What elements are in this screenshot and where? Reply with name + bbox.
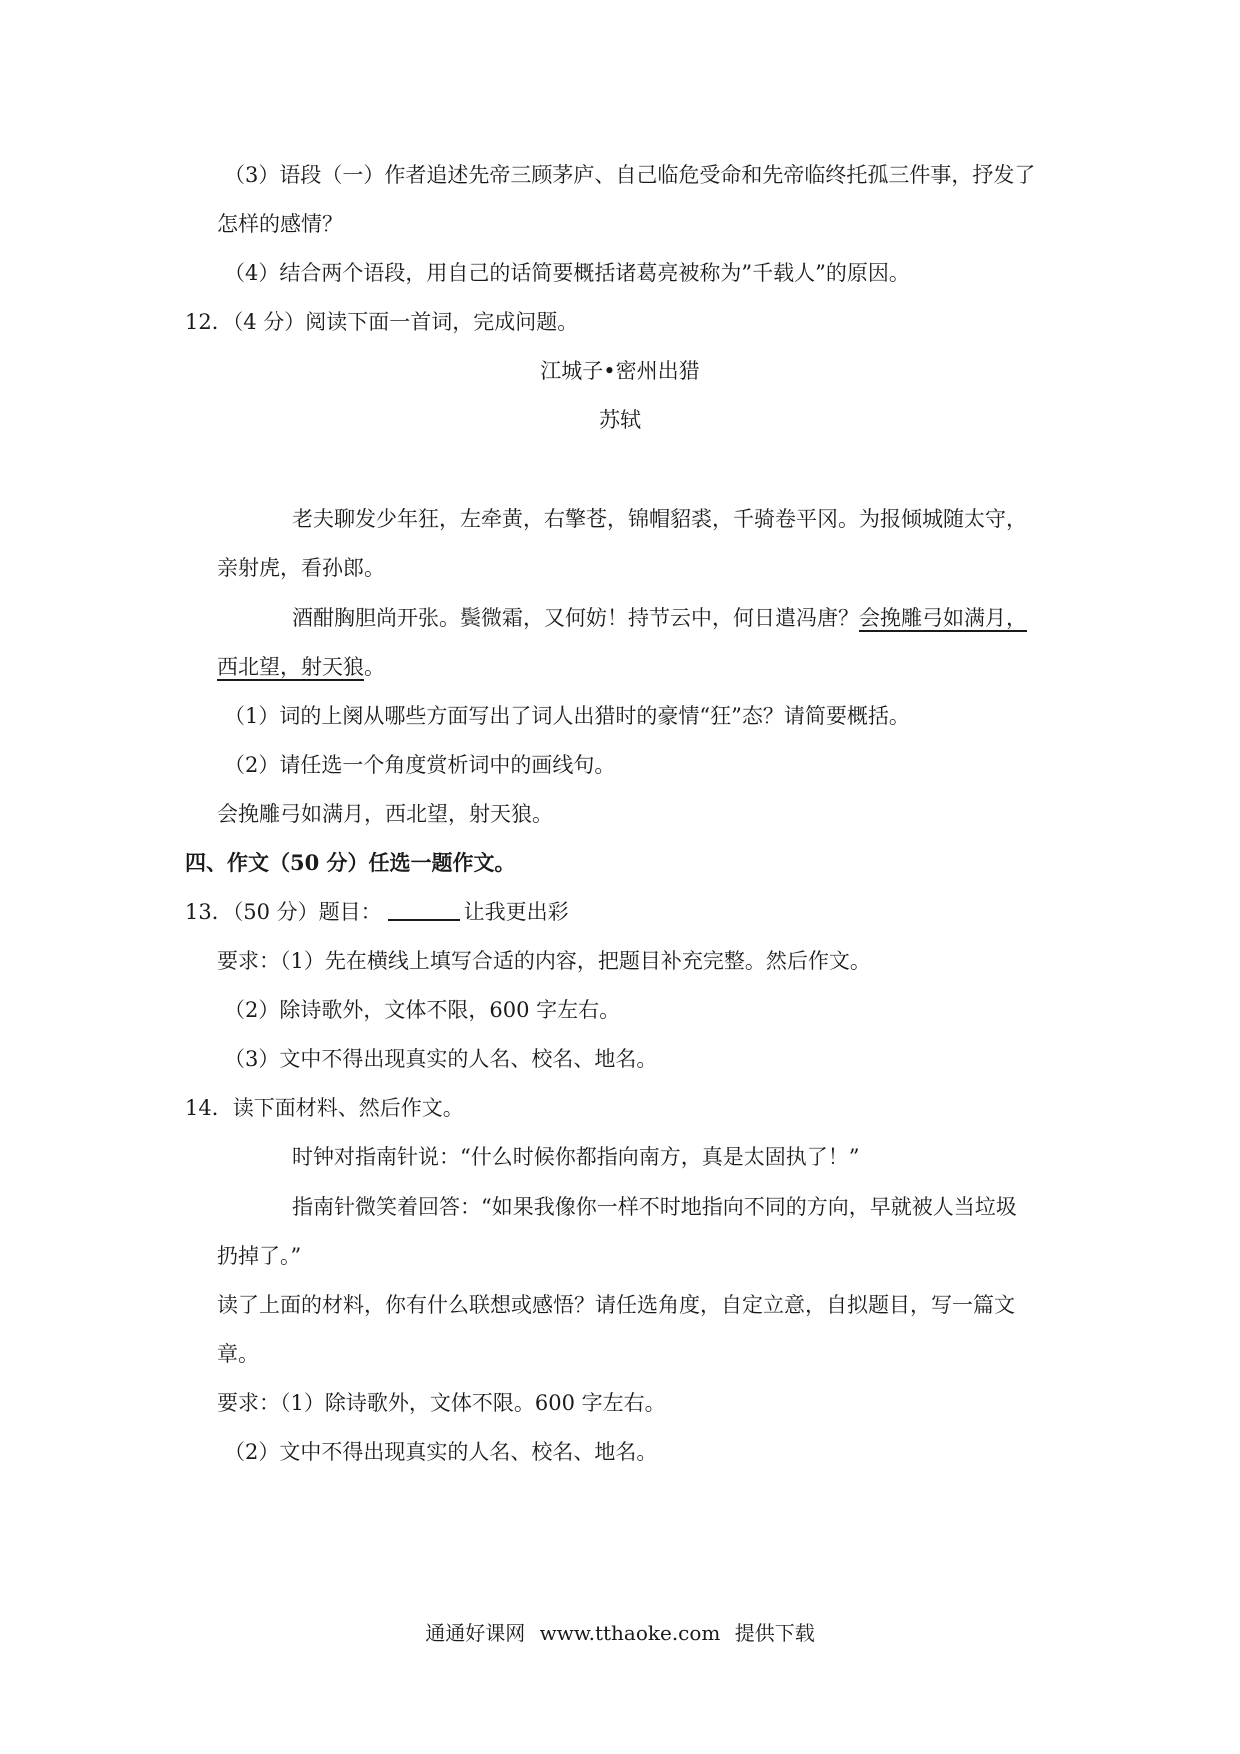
poem-underlined-part-2: 西北望，射天狼 <box>217 655 364 679</box>
poem-line-1: 老夫聊发少年狂，左牵黄，右擎苍，锦帽貂裘，千骑卷平冈。为报倾城随太守， <box>292 507 1027 531</box>
title-blank-line <box>388 897 460 921</box>
question-12-1: （1）词的上阕从哪些方面写出了词人出猎时的豪情“狂”态？请简要概括。 <box>224 704 910 728</box>
material-line-3: 扔掉了。” <box>217 1244 302 1268</box>
question-14-task-line-1: 读了上面的材料，你有什么联想或感悟？请任选角度，自定立意，自拟题目，写一篇文 <box>217 1293 1015 1317</box>
question-11-3-line1: （3）语段（一）作者追述先帝三顾茅庐、自己临危受命和先帝临终托孤三件事，抒发了 <box>224 163 1036 187</box>
footer-download-text: 提供下载 <box>734 1621 815 1645</box>
question-13-requirement-3: （3）文中不得出现真实的人名、校名、地名。 <box>224 1047 658 1071</box>
material-line-2: 指南针微笑着回答：“如果我像你一样不时地指向不同的方向，早就被人当垃圾 <box>292 1195 1017 1219</box>
poem-author: 苏轼 <box>599 408 641 432</box>
question-13-heading <box>0 897 1240 927</box>
poem-underlined-part-1: 会挽雕弓如满月， <box>859 606 1027 630</box>
footer-url: www.tthaoke.com <box>539 1621 721 1645</box>
question-11-4: （4）结合两个语段，用自己的话简要概括诸葛亮被称为”千载人”的原因。 <box>224 261 910 285</box>
question-13-requirement-2: （2）除诗歌外，文体不限，600 字左右。 <box>224 998 621 1022</box>
question-14-requirement-2: （2）文中不得出现真实的人名、校名、地名。 <box>224 1440 658 1464</box>
footer-site-name: 通通好课网 <box>425 1621 526 1645</box>
question-12-heading: 12．（4 分）阅读下面一首词，完成问题。 <box>185 310 579 334</box>
question-13-prefix: 13．（50 分）题目： <box>185 900 382 924</box>
material-line-1: 时钟对指南针说：“什么时候你都指向南方，真是太固执了！” <box>292 1145 860 1169</box>
question-13-title-suffix: 让我更出彩 <box>463 900 569 924</box>
question-14-heading: 14．读下面材料、然后作文。 <box>185 1096 464 1120</box>
question-14-requirement-1: 要求：（1）除诗歌外，文体不限。600 字左右。 <box>217 1391 666 1415</box>
poem-line-2: 亲射虎，看孙郎。 <box>217 556 385 580</box>
question-13-requirement-1: 要求：（1）先在横线上填写合适的内容，把题目补充完整。然后作文。 <box>217 949 871 973</box>
question-12-2-quoted-line: 会挽雕弓如满月，西北望，射天狼。 <box>217 802 553 826</box>
page-footer <box>0 1618 1240 1648</box>
question-11-3-line2: 怎样的感情？ <box>217 212 343 236</box>
poem-line-4-end: 。 <box>364 655 385 679</box>
poem-line-3 <box>0 603 1240 633</box>
poem-line-3-text: 酒酣胸胆尚开张。鬓微霜，又何妨！持节云中，何日遣冯唐？ <box>292 606 859 630</box>
poem-title: 江城子•密州出猎 <box>540 359 700 383</box>
question-12-2: （2）请任选一个角度赏析词中的画线句。 <box>224 753 616 777</box>
poem-line-4 <box>0 652 1240 682</box>
question-14-task-line-2: 章。 <box>217 1342 259 1366</box>
section-4-heading: 四、作文（50 分）任选一题作文。 <box>185 850 516 875</box>
